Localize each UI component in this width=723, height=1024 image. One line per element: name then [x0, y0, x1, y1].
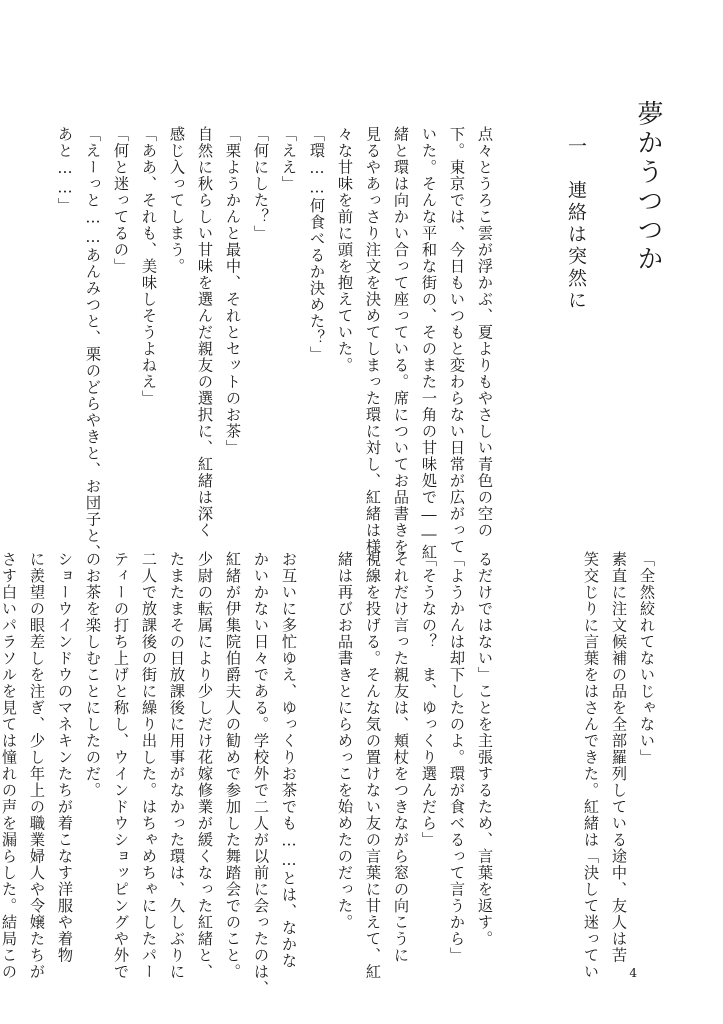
text-line: 「ああ、それも、美味しそうよねえ」	[140, 126, 158, 407]
novel-title: 夢かうつつか	[633, 100, 663, 274]
text-line: あと……」	[56, 126, 74, 215]
blank-line	[303, 551, 331, 951]
text-line: 緒と環は向かい合って座っている。席についてお品書きを	[392, 126, 410, 555]
text-line: 「環……何食べるか決めた？」	[308, 126, 326, 363]
chapter-heading: 一 連絡は突然に	[565, 136, 587, 312]
text-line: 「何にした？」	[252, 126, 270, 242]
text-line: 点々とうろこ雲が浮かぶ、夏よりもやさしい青色の空の	[476, 126, 494, 539]
text-line: さす白いパラソルを見ては憧れの声を漏らした。結局この	[0, 551, 18, 980]
text-line: 「ようかんは却下したのよ。環が食べるって言うから」	[448, 551, 466, 964]
text-line: たまたまその日放課後に用事がなかった環は、久しぶりに	[168, 551, 186, 980]
text-line: 下。東京では、今日もいつもと変わらない日常が広がって	[448, 126, 466, 555]
text-line: 「そうなの？ ま、ゆっくり選んだら」	[420, 551, 438, 848]
text-line: ティーの打ち上げと称し、ウインドウショッピングや外で	[112, 551, 130, 980]
text-line: 自然に秋らしい甘味を選んだ親友の選択に、紅緒は深く	[196, 126, 214, 539]
text-line: のお茶を楽しむことにしたのだ。	[84, 551, 102, 799]
text-line: に羨望の眼差しを注ぎ、少し年上の職業婦人や令嬢たちが	[28, 551, 46, 980]
text-line: るだけではない」ことを主張するため、言葉を返す。	[476, 551, 494, 947]
body-text-lower	[0, 551, 499, 997]
text-line: 少尉の転属により少しだけ花嫁修業が緩くなった紅緒と、	[196, 551, 214, 980]
text-line: 緒は再びお品書きとにらめっこを始めたのだった。	[336, 551, 354, 931]
text-line: お互いに多忙ゆえ、ゆっくりお茶でも……とは、なかな	[280, 551, 298, 970]
page-number: 4	[629, 966, 637, 980]
text-line: 「ええ」	[280, 126, 298, 192]
text-line: 「何と迷ってるの」	[112, 126, 130, 275]
text-line: それだけ言った親友は、頬杖をつきながら窓の向こうに	[392, 551, 410, 964]
text-line: 二人で放課後の街に繰り出した。はちゃめちゃにしたパー	[140, 551, 158, 980]
text-line: いた。そんな平和な街の、そのまた一角の甘味処で――紅	[420, 126, 438, 561]
text-line: 感じ入ってしまう。	[168, 126, 186, 275]
text-line: 「全然絞れてないじゃない」	[638, 551, 656, 766]
text-line: 見るやあっさり注文を決めてしまった環に対し、紅緒は様	[364, 126, 382, 555]
text-line: 「栗ようかんと最中、それとセットのお茶」	[224, 126, 242, 456]
text-line: 紅緒が伊集院伯爵夫人の勧めで参加した舞踏会でのこと。	[224, 551, 242, 980]
body-text-lower-right	[565, 551, 661, 980]
text-line: 素直に注文候補の品を全部羅列している途中、友人は苦	[610, 551, 628, 964]
body-text-upper	[56, 126, 499, 561]
text-line: 視線を投げる。そんな気の置けない友の言葉に甘えて、紅	[364, 551, 382, 980]
text-line: 笑交じりに言葉をはさんできた。紅緒は「決して迷ってい	[582, 551, 600, 980]
text-line: ショーウインドウのマネキンたちが着こなす洋服や着物	[56, 551, 74, 964]
text-line: 々な甘味を前に頭を抱えていた。	[336, 126, 354, 374]
text-line: 「えーっと……あんみつと、栗のどらやきと、お団子と、	[84, 126, 102, 561]
text-line: かいかない日々である。学校外で二人が以前に会ったのは、	[252, 551, 270, 997]
